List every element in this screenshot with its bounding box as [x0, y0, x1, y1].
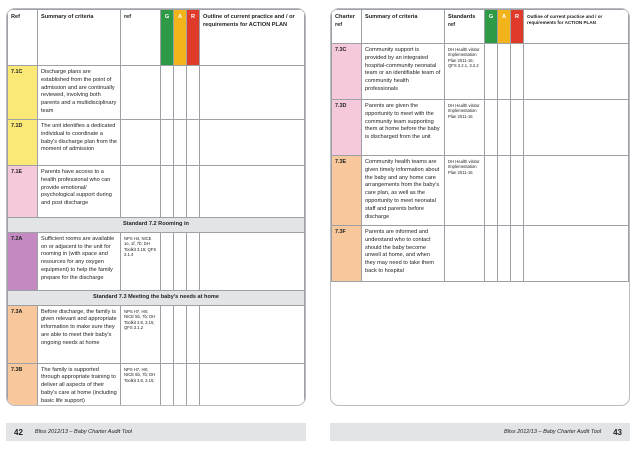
left-audit-table: [7, 9, 305, 406]
row-ref: 7.1C: [8, 66, 38, 120]
table-row: [8, 363, 305, 406]
red-cell[interactable]: [187, 66, 200, 120]
header-row: [8, 10, 305, 66]
row-ref: 7.3B: [8, 363, 38, 406]
table-row: [8, 66, 305, 120]
row-ref: 7.3D: [332, 100, 362, 156]
red-cell[interactable]: [511, 44, 524, 100]
green-cell[interactable]: [161, 232, 174, 290]
green-cell[interactable]: [161, 66, 174, 120]
col-summary-header: Summary of criteria: [38, 10, 121, 66]
red-cell[interactable]: [187, 363, 200, 406]
green-cell[interactable]: [485, 44, 498, 100]
green-cell[interactable]: [485, 226, 498, 282]
amber-cell[interactable]: [498, 100, 511, 156]
right-footer: [330, 423, 630, 441]
outline-cell[interactable]: [200, 305, 305, 363]
row-standards: DH Health visitor Implementation Plan 2011-15: [445, 156, 485, 226]
row-standards: [121, 120, 161, 166]
table-row: [332, 100, 629, 156]
footer-text: Bliss 2012/13 – Baby Charter Audit Tool: [503, 429, 602, 435]
right-audit-table: [331, 9, 629, 282]
col-green-header: G: [485, 10, 498, 44]
row-standards: DH Health visitor Implementation Plan 2011-15; QFS 3.2.1, 3.2.2: [445, 44, 485, 100]
row-ref: 7.1E: [8, 166, 38, 218]
section-title: Standard 7.3 Meeting the baby's needs at home: [8, 290, 305, 305]
outline-cell[interactable]: [200, 363, 305, 406]
table-row: [332, 44, 629, 100]
col-summary-header: Summary of criteria: [362, 10, 445, 44]
green-cell[interactable]: [485, 100, 498, 156]
row-standards: NPS H7, H8; NICE 5b, 7b; DH Toolkit 3.8, 3.15;: [121, 363, 161, 406]
col-standards-header: ref: [121, 10, 161, 66]
col-outline-header: Outline of current practice and / or requirements for ACTION PLAN: [200, 10, 305, 66]
row-summary: Community support is provided by an integrated hospital-community neonatal team or an identifiable team of community health professionals: [362, 44, 445, 100]
red-cell[interactable]: [511, 226, 524, 282]
amber-cell[interactable]: [174, 305, 187, 363]
row-ref: 7.1D: [8, 120, 38, 166]
green-cell[interactable]: [161, 120, 174, 166]
row-standards: NPS H7, H8; NICE 5b, 7b; DH Toolkit 3.8, 3.15; QFS 3.1.2: [121, 305, 161, 363]
outline-cell[interactable]: [524, 44, 629, 100]
page-number: 43: [613, 427, 622, 437]
col-green-header: G: [161, 10, 174, 66]
row-summary: Sufficient rooms are available on or adjacent to the unit for rooming in (with space and resources for any oxygen equipment) to help the family prepare for the discharge: [38, 232, 121, 290]
right-page: [330, 8, 630, 406]
section-band: [8, 218, 305, 233]
row-summary: The unit identifies a dedicated individual to coordinate a baby's discharge plan from the moment of admission: [38, 120, 121, 166]
col-red-header: R: [187, 10, 200, 66]
page-number: 42: [14, 427, 23, 437]
row-standards: [121, 66, 161, 120]
outline-cell[interactable]: [200, 232, 305, 290]
amber-cell[interactable]: [498, 156, 511, 226]
row-standards: [121, 166, 161, 218]
footer-text: Bliss 2012/13 – Baby Charter Audit Tool: [34, 429, 133, 435]
outline-cell[interactable]: [524, 226, 629, 282]
header-row: [332, 10, 629, 44]
col-red-header: R: [511, 10, 524, 44]
outline-cell[interactable]: [200, 166, 305, 218]
amber-cell[interactable]: [498, 226, 511, 282]
row-summary: Community health teams are given timely information about the baby and any home care arrangements from the baby's care plan, as well as the opportunity to meet neonatal staff and parents before discharge: [362, 156, 445, 226]
row-ref: 7.3C: [332, 44, 362, 100]
row-summary: The family is supported through appropriate training to deliver all aspects of their baby's care at home (including basic life support): [38, 363, 121, 406]
col-ref-header: Charter ref: [332, 10, 362, 44]
outline-cell[interactable]: [524, 100, 629, 156]
amber-cell[interactable]: [174, 66, 187, 120]
outline-cell[interactable]: [524, 156, 629, 226]
red-cell[interactable]: [187, 305, 200, 363]
row-standards: [445, 226, 485, 282]
left-footer: [6, 423, 306, 441]
table-row: [8, 232, 305, 290]
section-band: [8, 290, 305, 305]
left-page: [6, 8, 306, 406]
row-summary: Parents have access to a health professional who can provide emotional/ psychological support during and post discharge: [38, 166, 121, 218]
row-summary: Before discharge, the family is given relevant and appropriate information to make sure they are able to meet their baby's ongoing needs at home: [38, 305, 121, 363]
col-ref-header: Ref: [8, 10, 38, 66]
table-row: [332, 156, 629, 226]
row-summary: Discharge plans are established from the point of admission and are continually reviewed, involving both parents and a multidisciplinary team: [38, 66, 121, 120]
green-cell[interactable]: [161, 363, 174, 406]
table-row: [8, 120, 305, 166]
col-standards-header: Standards ref: [445, 10, 485, 44]
green-cell[interactable]: [161, 166, 174, 218]
amber-cell[interactable]: [174, 120, 187, 166]
col-amber-header: A: [174, 10, 187, 66]
red-cell[interactable]: [187, 232, 200, 290]
table-row: [332, 226, 629, 282]
green-cell[interactable]: [485, 156, 498, 226]
red-cell[interactable]: [187, 120, 200, 166]
row-ref: 7.3A: [8, 305, 38, 363]
amber-cell[interactable]: [174, 232, 187, 290]
green-cell[interactable]: [161, 305, 174, 363]
row-ref: 7.3E: [332, 156, 362, 226]
section-title: Standard 7.2 Rooming in: [8, 218, 305, 233]
red-cell[interactable]: [511, 156, 524, 226]
row-summary: Parents are given the opportunity to meet with the community team supporting them at home before the baby is discharged from the unit: [362, 100, 445, 156]
amber-cell[interactable]: [498, 44, 511, 100]
row-standards: NPS H4, NICE 1e, 1f, 7b; DH Toolkit 3.15; QFS 3.1.4: [121, 232, 161, 290]
row-ref: 7.2A: [8, 232, 38, 290]
table-row: [8, 166, 305, 218]
row-ref: 7.3F: [332, 226, 362, 282]
amber-cell[interactable]: [174, 363, 187, 406]
red-cell[interactable]: [511, 100, 524, 156]
col-outline-header: Outline of current practice and / or requirements for ACTION PLAN: [524, 10, 629, 44]
outline-cell[interactable]: [200, 120, 305, 166]
amber-cell[interactable]: [174, 166, 187, 218]
red-cell[interactable]: [187, 166, 200, 218]
col-amber-header: A: [498, 10, 511, 44]
table-row: [8, 305, 305, 363]
row-standards: DH Health visitor Implementation Plan 2011-15: [445, 100, 485, 156]
row-summary: Parents are informed and understand who to contact should the baby become unwell at home, and when they may need to take them back to hospital: [362, 226, 445, 282]
outline-cell[interactable]: [200, 66, 305, 120]
